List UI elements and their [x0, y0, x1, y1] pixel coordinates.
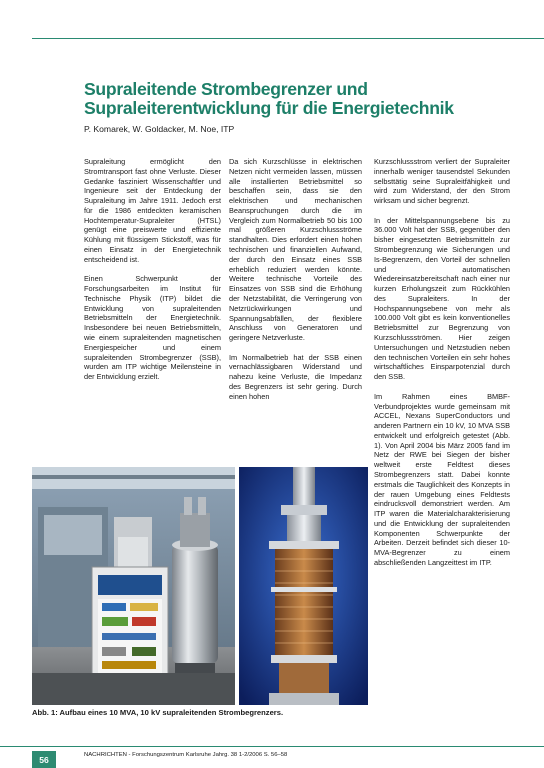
- paragraph: Kurzschlussstrom verliert der Supraleiter innerhalb weniger tausendstel Sekunden selbsttätig seine Supraleitfähigkeit und wird zum Widerstand, der den Strom wirksam und sicher begrenzt.: [374, 157, 510, 206]
- title-line-1: Supraleitende Strombegrenzer und: [84, 79, 368, 99]
- authors: P. Komarek, W. Goldacker, M. Noe, ITP: [84, 124, 235, 134]
- installation-photo-image: [32, 467, 235, 705]
- limiter-photo-image: [239, 467, 368, 705]
- paragraph: Da sich Kurzschlüsse in elektrischen Netzen nicht vermeiden lassen, müssen alle installierten Betriebsmittel so beschaffen sein, dass sie den elektrischen und mechanischen Beanspruchungen durch die im Vergleich zum Normalbetrieb 50 bis 100 mal größeren Kurzschlussströme standhalten. Dies erfordert einen hohen technischen und finanziellen Aufwand, der durch den Einsatz eines SSB erheblich reduziert werden könnte. Weitere technische Vorteile des Einsatzes von SSB sind die Erhöhung der Netzstabilität, die Verringerung von Netzrückwirkungen und Spannungsabfällen, der flexiblere Anschluss von Generatoren und geringere Netzverluste.: [229, 157, 362, 343]
- title-line-2: Supraleiterentwicklung für die Energietechnik: [84, 98, 454, 118]
- figure-photo-installation: [32, 467, 235, 705]
- text-column-3: [374, 157, 510, 568]
- paragraph: Im Rahmen eines BMBF-Verbundprojektes wurde gemeinsam mit ACCEL, Nexans SuperConductors und anderen Partnern ein 10 kV, 10 MVA SSB entwickelt und erfolgreich getestet (Abb. 1). Von April 2004 bis März 2005 fand im Netz der RWE bei Siegen der bisher weltweit erste Feldtest dieses Strombegrenzers statt. Dabei konnte erstmals die Tauglichkeit des Konzepts in der rauen Umgebung eines Feldtests eindrucksvoll demonstriert werden. Am ITP waren die Materialcharakterisierung und die Entwicklung der supraleitenden Komponenten Schwerpunkte der Arbeiten. Derzeit befindet sich dieser 10-MVA-Begrenzer zu einem abschließenden Langzeittest im ITP.: [374, 391, 510, 567]
- paragraph: Im Normalbetrieb hat der SSB einen vernachlässigbaren Widerstand und nahezu keine Verluste, die Impedanz des Begrenzers ist sehr gering. Durch einen hohen: [229, 352, 362, 401]
- article-title: [84, 80, 504, 118]
- text-column-2: [229, 157, 362, 402]
- footer-citation: NACHRICHTEN - Forschungszentrum Karlsruhe Jahrg. 38 1-2/2006 S. 56–58: [84, 752, 288, 758]
- top-rule: [32, 38, 544, 39]
- text-column-1: [84, 157, 221, 382]
- figure-caption: Abb. 1: Aufbau eines 10 MVA, 10 kV supraleitenden Strombegrenzers.: [32, 708, 284, 717]
- page-number: 56: [32, 751, 56, 768]
- paragraph: Einen Schwerpunkt der Forschungsarbeiten im Institut für Technische Physik (ITP) bildet die Entwicklung von supraleitenden Betriebsmitteln der Energietechnik. Insbesondere bei neuen Betriebsmitteln, wie einem supraleitenden magnetischen Energiespeicher und einem supraleitenden Strombegrenzer (SSB), wurden am ITP wichtige Meilensteine in der Entwicklung erzielt.: [84, 274, 221, 382]
- figure-photo-limiter-insert: [239, 467, 368, 705]
- paragraph: Supraleitung ermöglicht den Stromtransport fast ohne Verluste. Dieser Gedanke fasziniert Wissenschaftler und Ingenieure seit der Entdeckung der Supraleitung im Jahre 1911. Jedoch erst für die 1986 entdeckten keramischen Hochtemperatur-Supraleiter (HTSL) genügt eine preiswerte und effiziente Kühlung mit flüssigem Stickstoff, was für einen Einsatz in der Energietechnik entscheidend ist.: [84, 157, 221, 264]
- paragraph: In der Mittelspannungsebene bis zu 36.000 Volt hat der SSB, gegenüber den bisher eingesetzten Betriebsmitteln zur Strombegrenzung wie Sicherungen und Is-Begrenzern, den Vorteil der schnellen und automatischen Wiedereinsatzbereitschaft nach einer nur kurzen Erholungszeit zum Rückkühlen des Supraleiters. In der Hochspannungsebene von mehr als 100.000 Volt gibt es kein konventionelles Betriebsmittel zur Begrenzung von Kurzschlussströmen. Hier zeigen Untersuchungen und Netzstudien neben den technischen Vorteilen ein sehr hohes wirtschaftliches Einsparpotenzial durch den SSB.: [374, 215, 510, 382]
- bottom-rule: [0, 746, 544, 747]
